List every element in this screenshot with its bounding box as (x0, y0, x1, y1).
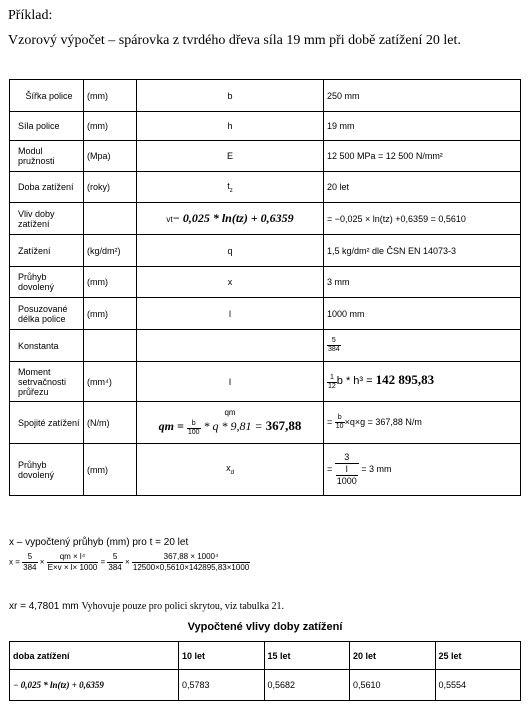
table-row (10, 267, 521, 298)
example-label: Příklad: (8, 8, 53, 23)
eq-fraction-1 (22, 552, 37, 573)
row-symbol: x (137, 267, 324, 298)
symbol-lhs: qm = (158, 419, 187, 434)
value-expression: = 3 mm (358, 463, 392, 474)
eq-times: × (39, 557, 45, 567)
row-unit: (mm) (84, 267, 137, 298)
symbol-result: 367,88 (265, 418, 302, 434)
table-row (10, 362, 521, 402)
row-unit (84, 330, 137, 362)
table-row (10, 112, 521, 141)
deflection-result (9, 601, 284, 612)
row-symbol (137, 402, 324, 444)
fraction-denominator: 384 (108, 563, 122, 572)
row-name: Moment setrvačnosti průřezu (10, 362, 84, 402)
row-unit: (mm) (84, 80, 137, 112)
row-name: Síla police (10, 112, 84, 141)
row-symbol: I (137, 362, 324, 402)
table-header-row (10, 642, 521, 670)
header-cell: 15 let (264, 642, 350, 670)
deflection-equation (9, 552, 250, 573)
row-unit: (Mpa) (84, 141, 137, 172)
row-symbol: b (137, 80, 324, 112)
symbol-main: t (227, 180, 230, 191)
value-cell: 0,5554 (435, 670, 521, 701)
fraction-numerator: 5 (22, 552, 37, 563)
constant-fraction (327, 337, 341, 354)
symbol-sub: z (229, 187, 233, 194)
eq-fraction-2 (47, 552, 99, 573)
row-name: Posuzované délka police (10, 298, 84, 330)
row-value: 19 mm (324, 112, 521, 141)
symbol-expression: * q * 9,81 = (200, 419, 266, 434)
fraction-denominator: 384 (23, 563, 37, 572)
row-unit: (mm) (84, 444, 137, 496)
row-name: Průhyb dovolený (10, 444, 84, 496)
fraction-numerator: 367,88 × 1000⁴ (132, 552, 250, 563)
table-row (10, 402, 521, 444)
load-duration-table (9, 641, 521, 701)
fraction-numerator: b (187, 420, 201, 429)
value-equals: = (327, 416, 335, 427)
fraction-numerator: qm × l⁴ (47, 552, 99, 563)
value-expression: ×q×g = 367,88 N/m (344, 416, 422, 427)
eq-x: x (9, 557, 13, 567)
example-description: Vzorový výpočet – spárovka z tvrdého dřeva síla 19 mm při době zatížení 20 let. (8, 33, 461, 48)
table-row (10, 330, 521, 362)
row-unit: (mm⁴) (84, 362, 137, 402)
row-symbol: h (137, 112, 324, 141)
fraction-denominator: 384 (328, 346, 340, 353)
row-value (324, 330, 521, 362)
table-row (10, 141, 521, 172)
symbol-formula: − 0,025 * ln(tz) + 0,6359 (172, 211, 294, 225)
value-cell: 0,5682 (264, 670, 350, 701)
inertia-fraction (327, 374, 337, 391)
row-symbol: l (137, 298, 324, 330)
eq-times: × (124, 557, 130, 567)
deflection-fraction (335, 452, 359, 487)
table-row (10, 298, 521, 330)
row-name: Spojité zatížení (10, 402, 84, 444)
row-symbol: E (137, 141, 324, 172)
symbol-sub: d (230, 469, 234, 476)
row-value: 12 500 MPa = 12 500 N/mm² (324, 141, 521, 172)
eq-equals: = (15, 557, 20, 567)
table-row (10, 235, 521, 267)
row-name: Modul pružnosti (10, 141, 84, 172)
row-value: = −0,025 × ln(tz) +0,6359 = 0,5610 (324, 203, 521, 235)
row-symbol (137, 330, 324, 362)
row-value: 3 mm (324, 267, 521, 298)
fraction-denominator: 1000 (336, 476, 357, 486)
result-note: Vyhovuje pouze pro polici skrytou, viz tabulka 21. (81, 601, 285, 612)
fraction-denominator: 12 (328, 382, 336, 390)
fraction-numerator: b (335, 414, 345, 423)
row-name: Vliv doby zatížení (10, 203, 84, 235)
row-name: Průhyb dovolený (10, 267, 84, 298)
nested-fraction (336, 464, 358, 487)
fraction-denominator: 10 (335, 423, 344, 430)
formula-cell: − 0,025 * ln(tz) + 0,6359 (10, 670, 179, 701)
row-symbol (137, 444, 324, 496)
eq-equals: = (100, 557, 106, 567)
symbol-prefix: vt (166, 215, 173, 224)
row-value: 250 mm (324, 80, 521, 112)
row-unit (84, 203, 137, 235)
eq-fraction-4 (132, 552, 250, 573)
row-name: Šířka police (10, 80, 84, 112)
deflection-caption: x – vypočtený průhyb (mm) pro t = 20 let (9, 537, 189, 548)
row-name: Konstanta (10, 330, 84, 362)
row-symbol (137, 172, 324, 203)
row-value: 20 let (324, 172, 521, 203)
load-fraction (187, 420, 201, 437)
fraction-numerator: 5 (107, 552, 122, 563)
row-name: Zatížení (10, 235, 84, 267)
table-row (10, 670, 521, 701)
fraction-denominator (335, 464, 359, 487)
header-cell: 20 let (350, 642, 436, 670)
row-name: Doba zatížení (10, 172, 84, 203)
load-table-title: Vypočtené vlivy doby zatížení (187, 621, 343, 633)
fraction-denominator: 100 (187, 428, 200, 436)
row-value (324, 402, 521, 444)
calculation-table (9, 79, 521, 496)
fraction-numerator: 1 (327, 374, 337, 383)
value-fraction (335, 414, 345, 431)
row-symbol (137, 203, 324, 235)
row-unit: (mm) (84, 112, 137, 141)
row-unit: (N/m) (84, 402, 137, 444)
fraction-numerator: l (336, 464, 358, 476)
row-unit: (roky) (84, 172, 137, 203)
table-row (10, 444, 521, 496)
table-row (10, 203, 521, 235)
fraction-denominator: E×v × l× 1000 (47, 563, 98, 572)
row-value: 1,5 kg/dm² dle ČSN EN 14073-3 (324, 235, 521, 267)
fraction-denominator: 12500×0,5610×142895,83×1000 (132, 563, 250, 572)
inertia-expression: b * h³ = (336, 375, 376, 388)
value-equals: = (327, 463, 335, 474)
eq-fraction-3 (107, 552, 122, 573)
row-value: 1000 mm (324, 298, 521, 330)
header-cell: 10 let (179, 642, 265, 670)
row-value (324, 444, 521, 496)
row-unit: (kg/dm²) (84, 235, 137, 267)
header-cell: doba zatížení (10, 642, 179, 670)
row-value (324, 362, 521, 402)
table-row (10, 172, 521, 203)
symbol-main: x (226, 463, 231, 474)
table-row (10, 80, 521, 112)
row-symbol: q (137, 235, 324, 267)
fraction-numerator: 3 (335, 452, 359, 464)
result-value: xr = 4,7801 mm (9, 601, 79, 612)
fraction-numerator: 5 (327, 337, 341, 346)
value-cell: 0,5783 (179, 670, 265, 701)
inertia-result: 142 895,83 (375, 372, 435, 388)
row-unit: (mm) (84, 298, 137, 330)
header-cell: 25 let (435, 642, 521, 670)
value-cell: 0,5610 (350, 670, 436, 701)
symbol-top: qm (224, 408, 236, 418)
